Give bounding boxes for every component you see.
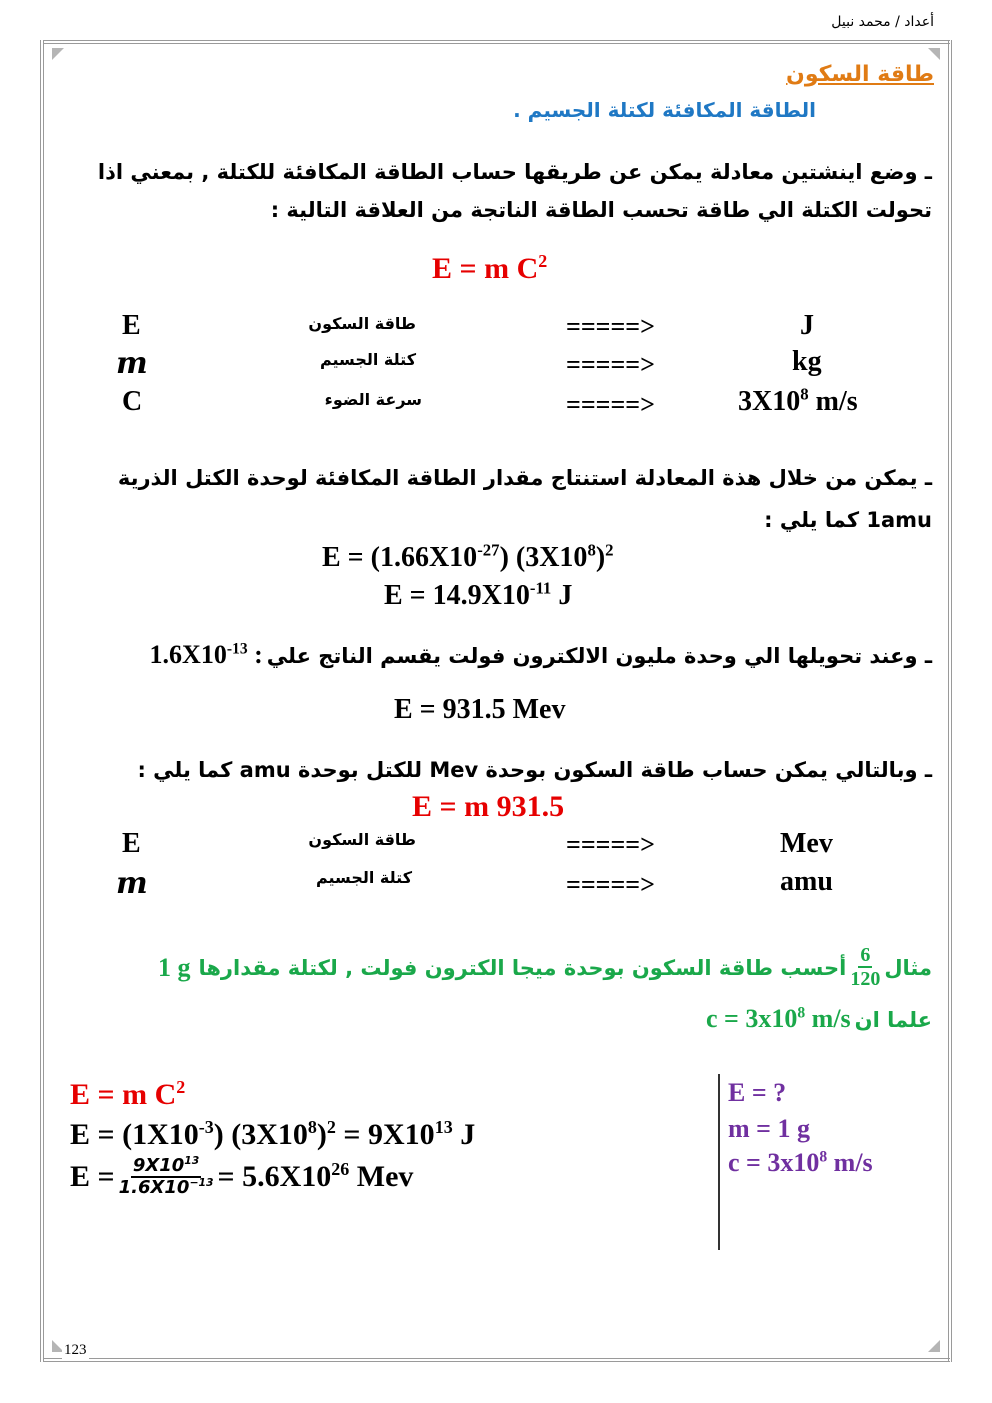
table1-row-m-symbol: m <box>116 346 148 381</box>
para3-value-sup: -13 <box>226 640 248 658</box>
page-number: 123 <box>64 1342 87 1358</box>
table1-row-C-unit-sup: 8 <box>800 384 809 404</box>
calc-1-a-sup: -27 <box>477 540 500 560</box>
table1-row-C-meaning: سرعة الضوء <box>324 390 422 409</box>
solution-step-2-b: ) (3X10 <box>213 1118 308 1151</box>
solution-step-3-num <box>131 1156 201 1178</box>
calc-2 <box>384 580 572 612</box>
example-fraction-num: 6 <box>860 944 871 966</box>
table1-row-C-unit-tail: m/s <box>808 386 858 417</box>
calc-1-c: ) <box>595 542 606 573</box>
solution-step-3-lhs: E = <box>70 1160 115 1194</box>
table1-row-C-symbol: C <box>122 386 143 417</box>
table2-row-m-symbol: m <box>116 866 148 901</box>
solution-step-3-tail: Mev <box>349 1160 414 1194</box>
einstein-formula-sup: 2 <box>538 251 548 271</box>
calc-1 <box>322 542 614 574</box>
calc-1-b-sup: 8 <box>587 540 596 560</box>
author-header: أعداد / محمد نبيل <box>831 14 934 30</box>
solution-step-2-e: J <box>452 1118 476 1151</box>
solution-step-2-b-sup: 8 <box>307 1117 317 1137</box>
solution-step-2-c: ) <box>316 1118 327 1151</box>
example-line-2-value-sup: 8 <box>797 1004 806 1022</box>
given-e: E = ? <box>728 1078 787 1107</box>
para3-value-tail: : <box>247 640 263 669</box>
solution-step-1-sup: 2 <box>176 1077 186 1097</box>
table2-row-m-meaning: كتلة الجسيم <box>315 868 412 887</box>
table1-row-C-unit-base: 3X10 <box>738 386 801 417</box>
table2-row-E-symbol: E <box>122 828 141 859</box>
table1-row-C-unit <box>738 386 858 418</box>
calc-1-c-sup: 2 <box>605 540 614 560</box>
example-line-1 <box>158 944 932 991</box>
solution-step-3-den-sup: −13 <box>189 1175 214 1189</box>
solution-step-2-c-sup: 2 <box>326 1117 336 1137</box>
calc-1-b: ) (3X10 <box>499 542 588 573</box>
table1-row-C-arrow: =====> <box>566 390 655 419</box>
table2-row-E-meaning: طاقة السكون <box>308 830 416 849</box>
example-text: أحسب طاقة السكون بوحدة ميجا الكترون فولت , لكتلة مقدارها <box>198 955 847 980</box>
solution-step-3-rhs-base: = 5.6X10 <box>217 1160 332 1194</box>
table2-row-E-unit: Mev <box>780 828 833 859</box>
solution-step-2-d-sup: 13 <box>434 1117 453 1137</box>
solution-step-3-rhs-sup: 26 <box>331 1159 350 1180</box>
solution-step-1 <box>70 1078 185 1112</box>
example-line-2-value <box>706 1004 851 1034</box>
solution-step-3-den <box>118 1175 214 1199</box>
calc-2-a-sup: -11 <box>529 578 552 598</box>
solution-step-3-fraction <box>119 1156 214 1198</box>
para3-value-base: 1.6X10 <box>149 640 227 669</box>
given-divider <box>718 1074 720 1250</box>
example-line-2-value-tail: m/s <box>805 1004 851 1033</box>
calc-2-a: E = 14.9X10 <box>384 580 530 611</box>
given-c-tail: m/s <box>827 1148 873 1177</box>
solution-step-2-a: E = (1X10 <box>70 1118 199 1151</box>
einstein-formula-text: E = m C <box>432 252 539 285</box>
example-fraction <box>850 944 880 991</box>
calc-2-b: J <box>551 580 573 611</box>
intro-line-1: ـ وضع اينشتين معادلة يمكن عن طريقها حساب الطاقة المكافئة للكتلة , بمعني اذا <box>97 160 932 184</box>
para2-line-1: ـ يمكن من خلال هذة المعادلة استنتاج مقدار الطاقة المكافئة لوحدة الكتل الذرية <box>117 466 932 490</box>
example-mass: 1 g <box>157 952 191 982</box>
example-line-2-value-base: c = 3x10 <box>706 1004 798 1033</box>
example-line-2-text: علما ان <box>854 1008 932 1032</box>
example-label: مثال <box>884 955 932 980</box>
given-c-base: c = 3x10 <box>728 1148 820 1177</box>
calc-1-a: E = (1.66X10 <box>322 542 478 573</box>
table1-row-E-unit: J <box>800 310 814 341</box>
table1-row-m-unit: kg <box>792 346 822 377</box>
solution-step-2-a-sup: -3 <box>198 1117 214 1137</box>
table1-row-m-meaning: كتلة الجسيم <box>319 350 416 369</box>
table1-row-m-arrow: =====> <box>566 350 655 379</box>
solution-step-3-num-sup: 13 <box>184 1154 200 1167</box>
calc-3: E = 931.5 Mev <box>394 694 566 725</box>
solution-step-1-text: E = m C <box>70 1078 177 1111</box>
solution-step-3 <box>70 1156 413 1198</box>
given-m: m = 1 g <box>728 1114 810 1143</box>
einstein-formula <box>432 252 547 286</box>
para3 <box>150 640 932 670</box>
given-c <box>728 1148 873 1178</box>
table2-row-E-arrow: =====> <box>566 830 655 859</box>
solution-step-3-den-base: 1.6X10 <box>118 1176 190 1198</box>
table2-row-m-arrow: =====> <box>566 870 655 899</box>
section-subtitle: الطاقة المكافئة لكتلة الجسيم . <box>513 98 816 122</box>
solution-step-3-num-base: 9X10 <box>132 1155 185 1176</box>
example-line-2 <box>706 1004 932 1034</box>
solution-step-2-d: = 9X10 <box>335 1118 435 1151</box>
table1-row-E-meaning: طاقة السكون <box>308 314 416 333</box>
solution-step-3-rhs <box>218 1160 414 1194</box>
para3-text: ـ وعند تحويلها الي وحدة مليون الالكترون فولت يقسم الناتج علي <box>266 644 932 668</box>
table1-row-E-arrow: =====> <box>566 312 655 341</box>
table1-row-E-symbol: E <box>122 310 141 341</box>
section-title: طاقة السكون <box>786 62 934 87</box>
para4: ـ وبالتالي يمكن حساب طاقة السكون بوحدة Mev للكتل بوحدة amu كما يلي : <box>137 758 932 782</box>
solution-step-2 <box>70 1118 475 1152</box>
para2-line-2: 1amu كما يلي : <box>764 508 932 532</box>
para3-value <box>150 640 263 670</box>
example-fraction-den: 120 <box>850 968 881 990</box>
table2-row-m-unit: amu <box>780 866 833 897</box>
given-c-sup: 8 <box>819 1148 828 1166</box>
formula-mev: E = m 931.5 <box>412 790 565 823</box>
intro-line-2: تحولت الكتلة الي طاقة تحسب الطاقة الناتجة من العلاقة التالية : <box>270 198 932 222</box>
